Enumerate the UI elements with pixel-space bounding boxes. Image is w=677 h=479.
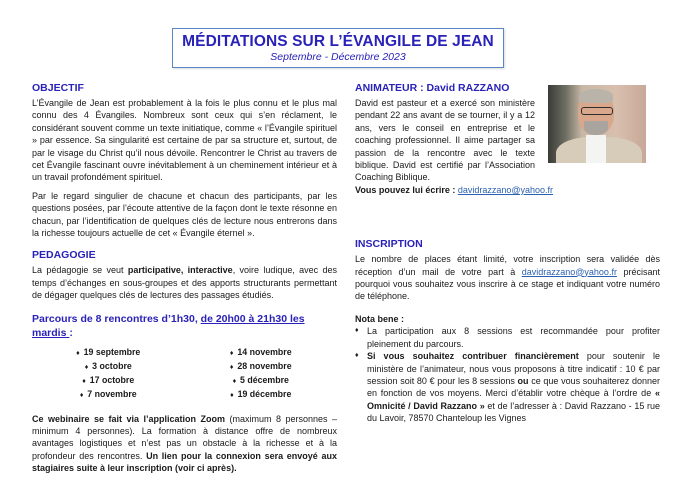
parcours-schedule: de 20h00 à 21h30 les mardis [32,312,305,339]
parcours-label: Parcours de 8 rencontres d’1h30, [32,312,201,325]
objectif-paragraph-2: Par le regard singulier de chacune et chacun des participants, par les questions posées, par l’écoute attentive de la façon dont le texte résonne en chacun, par l’identification de quelques clés de lecture nous entrerons dans la richesse toujours actuelle de cet « Évangile éternel ». [32,190,337,239]
objectif-heading: OBJECTIF [32,82,84,94]
contribution-text-2: ce que vous souhaiterez donner en fonction de vos moyens. Merci d’établir votre chèque à l’ordre de [367,375,660,399]
dates-left-column [32,346,185,403]
contribution-bold: Si vous souhaitez contribuer financièrement [367,351,579,362]
webinaire-paragraph [32,413,337,475]
webinaire-bold: Ce webinaire se fait via l’application Zoom [32,413,225,424]
date-item: ♦ 19 décembre [185,388,338,402]
photo-shirt [586,135,606,163]
contribution-ou: ou [517,375,529,386]
photo-beard [584,121,608,135]
pedagogie-paragraph [32,264,337,301]
inscription-text-end: précisant pourquoi vous souhaitez vous inscrire à ce stage et indiquant votre numéro de téléphone. [355,266,660,302]
inscription-email-link[interactable]: davidrazzano@yahoo.fr [521,266,617,277]
animateur-heading: ANIMATEUR : David RAZZANO [355,82,510,94]
parcours-heading [32,312,337,340]
parcours-colon: : [69,326,73,339]
webinaire-link-note: Un lien pour la connexion sera envoyé aux stagiaires suite à leur inscription (voir ci après). [32,450,337,474]
inscription-paragraph [355,253,660,303]
dates-right-column [185,346,338,403]
pedagogie-text: La pédagogie se veut [32,265,128,276]
webinaire-text: (maximum 8 personnes – minimum 4 personnes). La formation à distance offre de nombreux avantages logistiques et n’est pas un obstacle à la richesse et à la profondeur des rencontres. [32,413,338,461]
nota-bene-item [355,350,660,424]
dates-list [32,346,337,403]
left-column [32,82,337,475]
contribution-text: pour soutenir le ministère de l’animateur, nous vous proposons à titre indicatif : 10 € par session soit 80 € pour les 8 sessions [367,351,660,386]
pedagogie-text-end: , voire ludique, avec des temps d’échanges en sous-groupes et des apports structurants permettant de dégager quelques clés de lectures des passages étudiés. [32,265,337,301]
date-item: ♦ 7 novembre [32,388,185,402]
date-item: ♦ 5 décembre [185,374,338,388]
animateur-contact [355,184,660,196]
date-item: ♦ 19 septembre [32,346,185,360]
inscription-text: Le nombre de places étant limité, votre inscription sera validée dès réception d’un mail de votre part à [355,254,660,277]
page-subtitle: Septembre - Décembre 2023 [270,51,406,63]
date-item: ♦ 28 novembre [185,360,338,374]
page-title: MÉDITATIONS SUR L’ÉVANGILE DE JEAN [182,33,494,50]
inscription-heading: INSCRIPTION [355,238,423,251]
cheque-order: « Omnicité / David Razzano » [367,388,660,411]
date-item: ♦ 3 octobre [32,360,185,374]
title-box [172,28,504,68]
date-item: ♦ 17 octobre [32,374,185,388]
contribution-address: et de l’adresser à : David Razzano - 15 rue du Lavoir, 78570 Chanteloup les Vignes [367,400,661,424]
contact-label: Vous pouvez lui écrire : [355,184,458,195]
animateur-email-link[interactable]: davidrazzano@yahoo.fr [457,184,554,195]
photo-hair [579,89,613,103]
pedagogie-bold: participative, interactive [127,265,233,276]
nota-bene-item: ♦ La participation aux 8 sessions est recommandée pour profiter pleinement du parcours. [355,325,660,350]
pedagogie-heading: PEDAGOGIE [32,249,96,262]
nota-bene-heading: Nota bene : [355,313,405,324]
photo-glasses [581,107,613,115]
date-item: ♦ 14 novembre [185,346,338,360]
animateur-photo [548,85,646,163]
animateur-bio: David est pasteur et a exercé son ministère pendant 22 ans avant de se tourner, il y a 12 ans, vers le conseil en entreprise et le coaching professionnel. Il aime partager sa passion de la rencontre avec le texte biblique. David est certifié par l’Association Coaching Biblique. [355,98,535,183]
nota-bene-list [355,325,660,424]
objectif-paragraph-1: L’Évangile de Jean est probablement à la fois le plus connu et le plus mal connu des 4 Évangiles. Nombreux sont ceux qui s’en réclament, le considérant souvent comme un texte initiatique, comme « l’Évangile spirituel » par essence. Sa singularité est certaine de par sa structure et, surtout, de par le visage du Christ qu’il nous dévoile. Rencontrer le Christ au travers de cet Évangile fascinant ouvre inévitablement à un cheminement intérieur et à un travail profondément spirituel. [32,98,337,183]
